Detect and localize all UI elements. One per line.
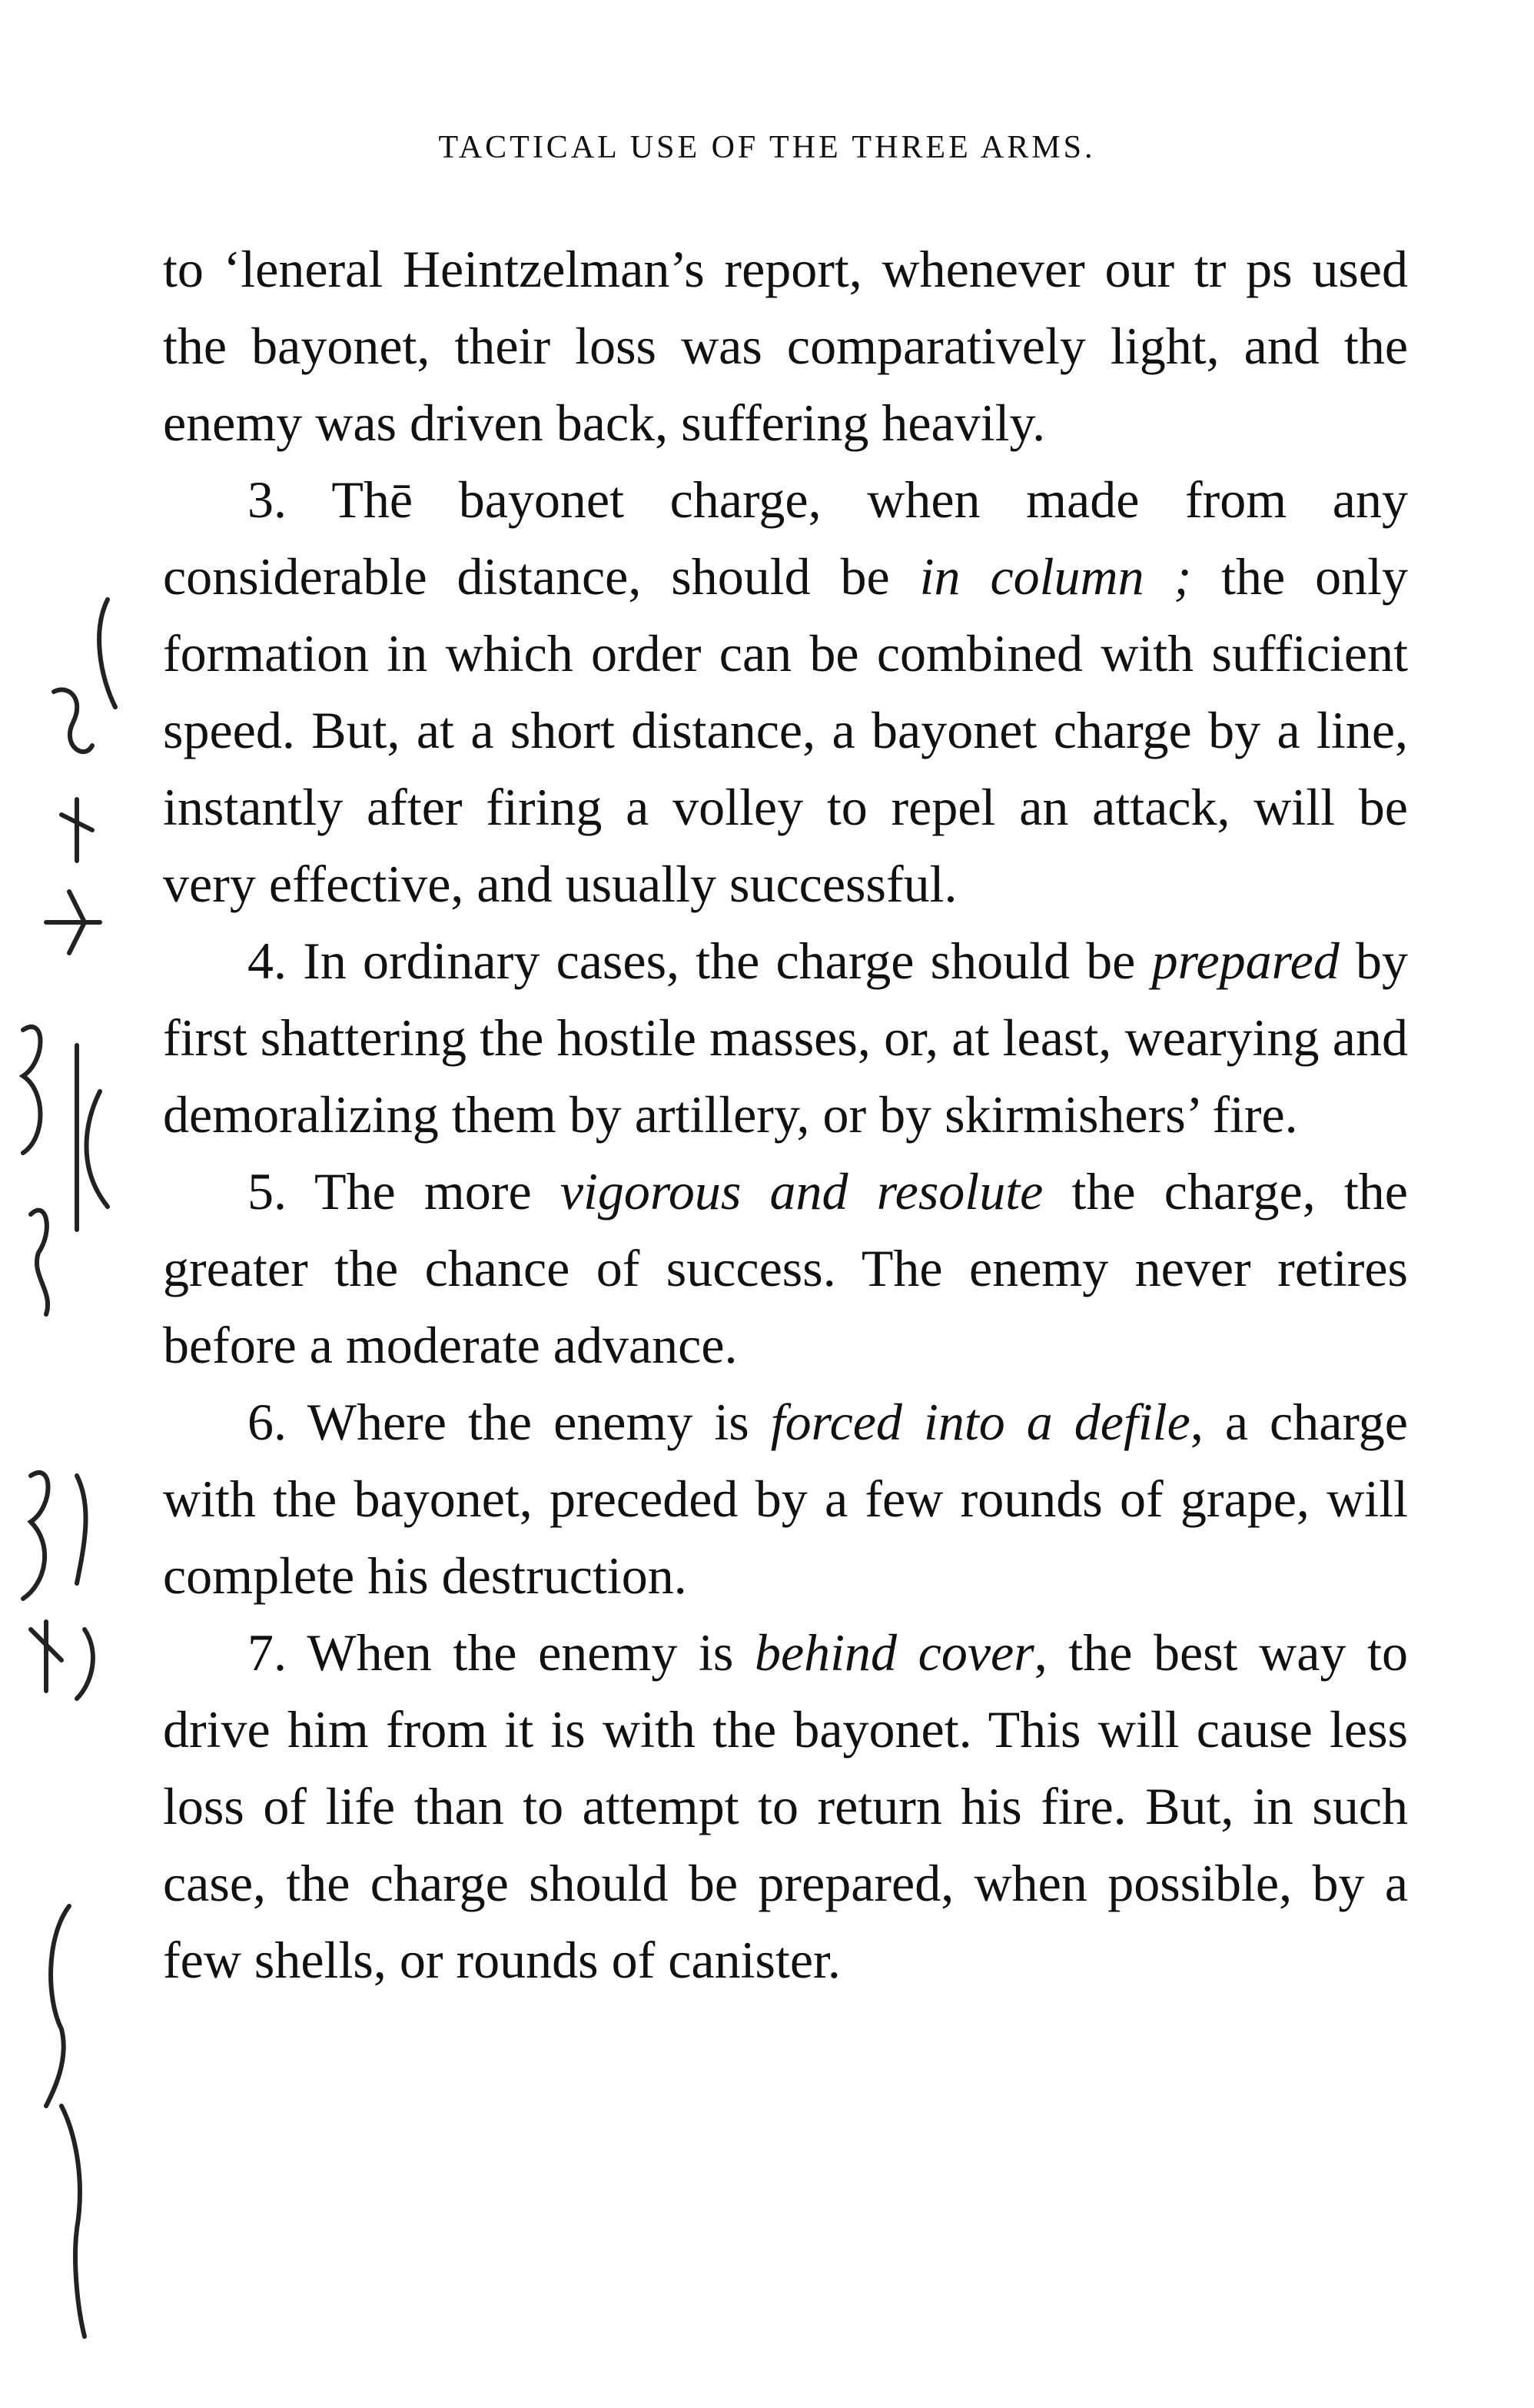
margin-scribble-graphic [0, 430, 154, 2352]
paragraph-6 [163, 1383, 1408, 1614]
handwritten-margin-notes [0, 430, 154, 2352]
paragraph-4-text-b: by first shattering the hostile masses, or, at least, wearying and demoralizing them by artillery, or by skirmishers’ fire. [163, 932, 1408, 1144]
running-head: TACTICAL USE OF THE THREE ARMS. [438, 130, 1096, 165]
paragraph-5-text-a: 5. The more [247, 1162, 560, 1221]
paragraph-3-emphasis: in column ; [919, 547, 1192, 606]
body-text [163, 231, 1408, 1998]
paragraph-7-emphasis: behind cover [754, 1623, 1034, 1682]
paragraph-5-text-b: the charge, the greater the chance of success. The enemy never retires before a moderate advance. [163, 1162, 1408, 1374]
paragraph-6-emphasis: forced into a defile [770, 1393, 1190, 1451]
paragraph-4-text-a: 4. In ordinary cases, the charge should be [247, 932, 1152, 990]
paragraph-6-text-b: , a charge with the bayonet, preceded by a few rounds of grape, will complete his destruction. [163, 1393, 1408, 1605]
paragraph-3-text-a: 3. Thē bayonet charge, when made from any considerable distance, should be [163, 470, 1408, 606]
paragraph-7-text-b: , the best way to drive him from it is with the bayonet. This will cause less loss of life than to attempt to return his fire. But, in such case, the charge should be prepared, when possible, by a few shells, or rounds of canister. [163, 1623, 1408, 1989]
paragraph-7-text-a: 7. When the enemy is [247, 1623, 755, 1682]
paragraph-4 [163, 922, 1408, 1153]
paragraph-6-text-a: 6. Where the enemy is [247, 1393, 771, 1451]
paragraph-continuation [163, 231, 1408, 461]
paragraph-4-emphasis: prepared [1151, 932, 1340, 990]
paragraph-5-emphasis: vigorous and resolute [559, 1162, 1044, 1221]
paragraph-7 [163, 1614, 1408, 1998]
paragraph-3-text-b: the only formation in which order can be combined with sufficient speed. But, at a short distance, a bayonet charge by a line, instantly after firing a volley to repel an attack, will be very effective, and usually successful. [163, 547, 1409, 913]
paragraph-5 [163, 1153, 1408, 1383]
paragraph-continuation-text: to ‘leneral Heintzelman’s report, whenever our tr ps used the bayonet, their loss was comparatively light, and the enemy was driven back, suffering heavily. [163, 240, 1408, 452]
paragraph-3 [163, 461, 1408, 922]
